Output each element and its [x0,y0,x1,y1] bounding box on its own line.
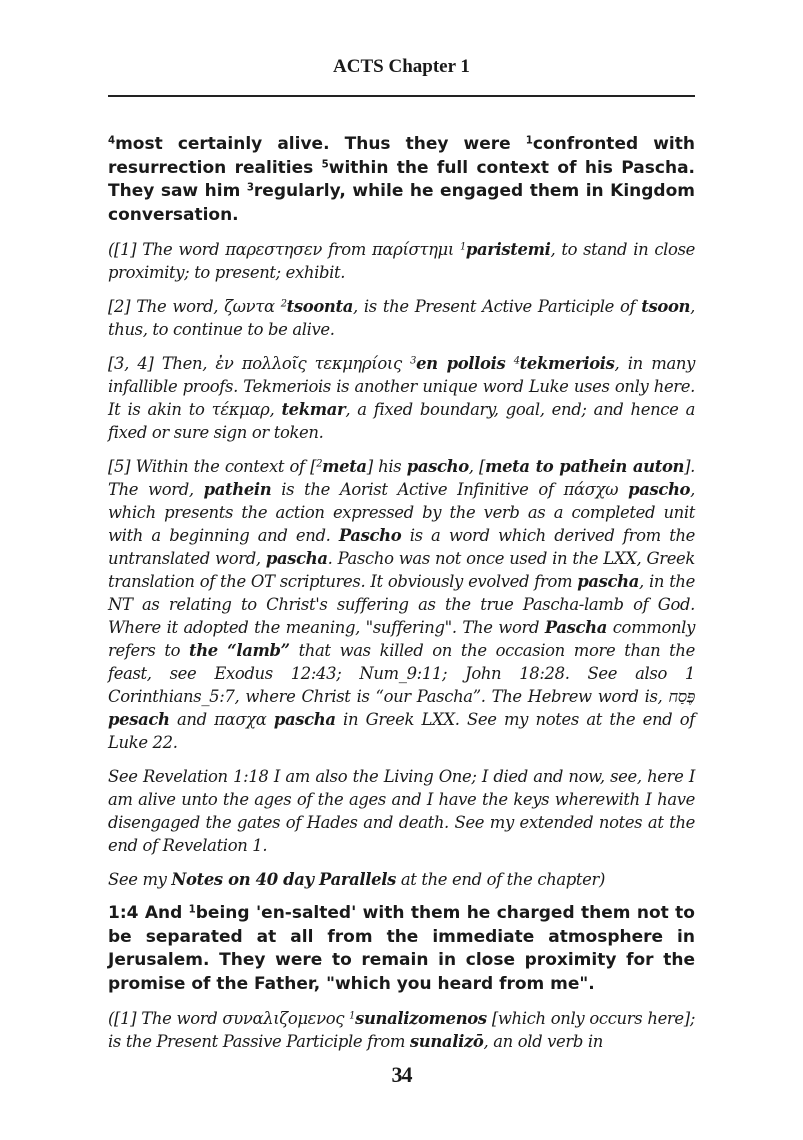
page-number: 34 [391,1062,412,1087]
text-span: , [ [468,457,486,476]
text-span: , thus, to continue to be alive. [108,297,696,339]
text-span: in Greek LXX. See my notes at the end of Luke 22. [108,710,695,752]
running-header: ACTS Chapter 1 [333,56,470,77]
text-span: being 'en-salted' with them he charged them not to be separated at all from the immediate atmosphere in Jerusalem. They were to remain in close proximity for the promise of the Father, "which you heard from me". [108,903,695,994]
superscript: 2 [316,458,323,470]
footnote-paragraph [108,1007,695,1053]
text-span: [2] The word, ζωντα [108,297,281,316]
text-span: ]. The word, [108,457,696,499]
text-span: [5] Within the context of [ [108,457,317,476]
verse-paragraph [108,902,695,996]
footnote-paragraph [108,295,695,341]
superscript: 3 [246,182,254,194]
text-span: , an old verb in [483,1032,603,1051]
verse-paragraph [108,133,695,227]
footnote-paragraph [108,455,695,754]
text-span: commonly refers to [108,618,695,660]
text-span: most certainly alive. Thus they were [115,134,526,154]
superscript: 4 [108,135,116,147]
transliteration: Pascha [544,618,607,637]
text-span: , is the Present Active Participle of [353,297,642,316]
transliteration: meta [322,457,367,476]
text-span: See my [108,870,172,889]
superscript: 1 [525,135,533,147]
transliteration: pascha [273,710,336,729]
text-span: 1:4 And [108,903,189,923]
transliteration: Pascho [338,526,402,545]
text-span: and πασχα [169,710,274,729]
text-span: regularly, while he engaged them in Kingdom conversation. [108,181,695,225]
text-span: at the end of the chapter) [395,870,606,889]
footnote-paragraph: See Revelation 1:18 I am also the Living One; I died and now, see, here I am alive unto the ages of the ages and I have the keys wherewith I have disengaged the gates of Hades and death. See my extended notes at the end of Revelation 1. [108,767,695,855]
transliteration: tekmeriois [519,354,615,373]
transliteration: tekmar [281,400,346,419]
text-span: , which presents the action expressed by the verb as a completed unit with a beginning and end. [108,480,695,545]
emphasis: the “lamb” [189,641,290,660]
emphasis: Notes on 40 day Parallels [171,870,396,889]
superscript: 1 [349,1010,356,1022]
text-span: , in many infallible proofs. Tekmeriois is another unique word Luke uses only here. It is akin to τέκμαρ, [108,354,695,419]
transliteration: en pollois [416,354,506,373]
text-span: . Pascho was not once used in the LXX, Greek translation of the OT scriptures. It obviously evolved from [108,549,695,591]
transliteration: tsoonta [286,297,353,316]
footnote-paragraph [108,238,695,284]
text-span: , a fixed boundary, goal, end; and hence a fixed or sure sign or token. [108,400,696,442]
transliteration: pascho [406,457,469,476]
transliteration: pascho [628,480,691,499]
transliteration: paristemi [465,240,551,259]
text-span: is a word which derived from the untranslated word, [108,526,695,568]
superscript: 1 [459,241,466,253]
text-span: ] his [366,457,407,476]
text-span: , to stand in close proximity; to present; exhibit. [108,240,695,282]
transliteration: pascha [265,549,328,568]
superscript: 1 [188,904,196,916]
text-span: , in the NT as relating to Christ's suffering as the true Pascha-lamb of God. Where it adopted the meaning, "suffering". The word [108,572,695,637]
text-span: is the Aorist Active Infinitive of πάσχω [271,480,629,499]
text-span: ([1] The word συναλιζομενος [108,1009,350,1028]
transliteration: tsoon [641,297,691,316]
text-span: that was killed on the occasion more than the feast, see Exodus 12:43; Num_9:11; John 18:28. See also 1 Corinthians_5:7, where Christ is “our Pascha”. The Hebrew word is, פֶּסַח [108,641,695,706]
transliteration: sunalizomenos [355,1009,487,1028]
text-span: within the full context of his Pascha. They saw him [108,157,695,201]
text-span: [3, 4] Then, ἐν πολλοῖς τεκμηρίοις [108,354,411,373]
transliteration: sunalizō [409,1032,484,1051]
superscript: 2 [280,298,287,310]
footnote-paragraph [108,868,695,891]
superscript: 4 [513,355,520,367]
page-body [108,133,695,1064]
transliteration: pesach [108,710,170,729]
transliteration: pathein [203,480,272,499]
text-span: ([1] The word παρεστησεν from παρίστημι [108,240,460,259]
text-span [505,354,513,373]
text-span: [which only occurs here]; is the Present Passive Participle from [108,1009,695,1051]
text-span: confronted with resurrection realities [108,134,695,178]
superscript: 5 [321,158,329,170]
header-rule [108,95,695,97]
transliteration: pascha [577,572,640,591]
transliteration: meta to pathein auton [485,457,685,476]
footnote-paragraph [108,352,695,444]
superscript: 3 [410,355,417,367]
